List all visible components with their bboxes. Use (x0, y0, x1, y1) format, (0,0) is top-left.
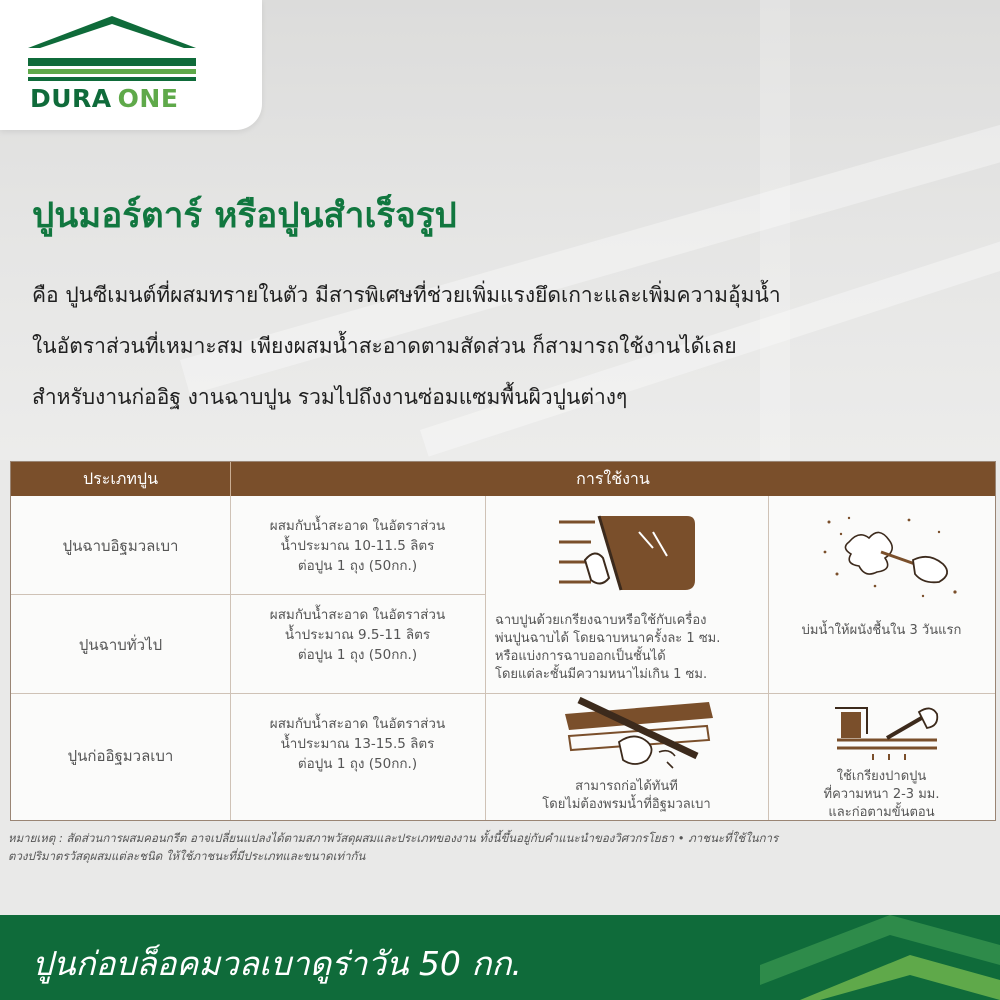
header-usage: การใช้งาน (576, 469, 650, 488)
description (32, 270, 982, 423)
mortar-type: ปูนฉาบอิฐมวลเบา (62, 537, 179, 555)
brand-name-part2: ONE (117, 84, 179, 113)
note-line: โดยแต่ละชั้นมีความหนาไม่เกิน 1 ซม. (495, 667, 708, 682)
mix-line: ผสมกับน้ำสะอาด ในอัตราส่วน (269, 716, 446, 732)
note-line: โดยไม่ต้องพรมน้ำที่อิฐมวลเบา (542, 797, 711, 812)
note-line: พ่นปูนฉาบได้ โดยฉาบหนาครั้งละ 1 ซม. (495, 631, 721, 646)
brand-name (30, 84, 178, 113)
mix-line: ผสมกับน้ำสะอาด ในอัตราส่วน (269, 607, 446, 623)
note-line: สามารถก่อได้ทันที (575, 779, 678, 794)
mix-line: ต่อปูน 1 ถุง (50กก.) (297, 558, 418, 574)
mix-line: น้ำประมาณ 10-11.5 ลิตร (280, 538, 435, 554)
brand-name-part1: DURA (30, 84, 112, 113)
description-line: สำหรับงานก่ออิฐ งานฉาบปูน รวมไปถึงงานซ่อมแซมพื้นผิวปูนต่างๆ (32, 385, 628, 409)
description-line: คือ ปูนซีเมนต์ที่ผสมทรายในตัว มีสารพิเศษที่ช่วยเพิ่มแรงยึดเกาะและเพิ่มความอุ้มน้ำ (32, 283, 781, 307)
trowel-plastering-icon (555, 508, 697, 602)
footnote-line: หมายเหตุ : สัดส่วนการผสมคอนกรีต อาจเปลี่ยนแปลงได้ตามสภาพวัสดุผสมและประเภทของงาน ทั้งนี้ขึ้นอยู่กับคำแนะนำของวิศวกรโยธา • ภาชนะที่ใช้ในการ (8, 831, 779, 845)
mortar-type: ปูนฉาบทั่วไป (78, 636, 163, 654)
mix-line: น้ำประมาณ 9.5-11 ลิตร (284, 627, 431, 643)
page-title: ปูนมอร์ตาร์ หรือปูนสำเร็จรูป (32, 196, 457, 236)
note-line: หรือแบ่งการฉาบออกเป็นชั้นได้ (495, 649, 666, 664)
notched-trowel-icon (827, 698, 945, 762)
laying-note (485, 778, 768, 814)
mix-ratio (230, 605, 485, 665)
mix-line: ต่อปูน 1 ถุง (50กก.) (297, 756, 418, 772)
note-line: และก่อตามขั้นตอน (828, 805, 935, 820)
plastering-note (495, 612, 765, 684)
trowel-note (768, 768, 995, 822)
note-line: ที่ความหนา 2-3 มม. (823, 787, 940, 802)
mix-line: ต่อปูน 1 ถุง (50กก.) (297, 647, 418, 663)
water-spray-icon (819, 512, 967, 602)
chevron-decoration-icon (760, 915, 1000, 1000)
description-line: ในอัตราส่วนที่เหมาะสม เพียงผสมน้ำสะอาดตามสัดส่วน ก็สามารถใช้งานได้เลย (32, 334, 737, 358)
usage-table (10, 461, 996, 821)
mix-line: ผสมกับน้ำสะอาด ในอัตราส่วน (269, 518, 446, 534)
note-line: ฉาบปูนด้วยเกรียงฉาบหรือใช้กับเครื่อง (495, 613, 707, 628)
roof-logo-icon (24, 14, 200, 84)
brick-laying-icon (559, 696, 719, 774)
mix-ratio (230, 714, 485, 774)
footnote (8, 829, 998, 865)
mix-line: น้ำประมาณ 13-15.5 ลิตร (280, 736, 435, 752)
mix-ratio (230, 516, 485, 576)
note-line: ใช้เกรียงปาดปูน (836, 769, 927, 784)
curing-note: บ่มน้ำให้ผนังชื้นใน 3 วันแรก (801, 623, 962, 638)
footnote-line: ตวงปริมาตรวัสดุผสมแต่ละชนิด ให้ใช้ภาชนะที่มีประเภทและขนาดเท่ากัน (8, 849, 366, 863)
brand-logo (0, 0, 262, 130)
table-header (11, 462, 995, 496)
product-title: ปูนก่อบล็อคมวลเบาดูร่าวัน 50 กก. (32, 944, 522, 983)
mortar-type: ปูนก่ออิฐมวลเบา (67, 747, 174, 765)
header-mortar-type: ประเภทปูน (11, 462, 231, 496)
footer-banner (0, 915, 1000, 1000)
